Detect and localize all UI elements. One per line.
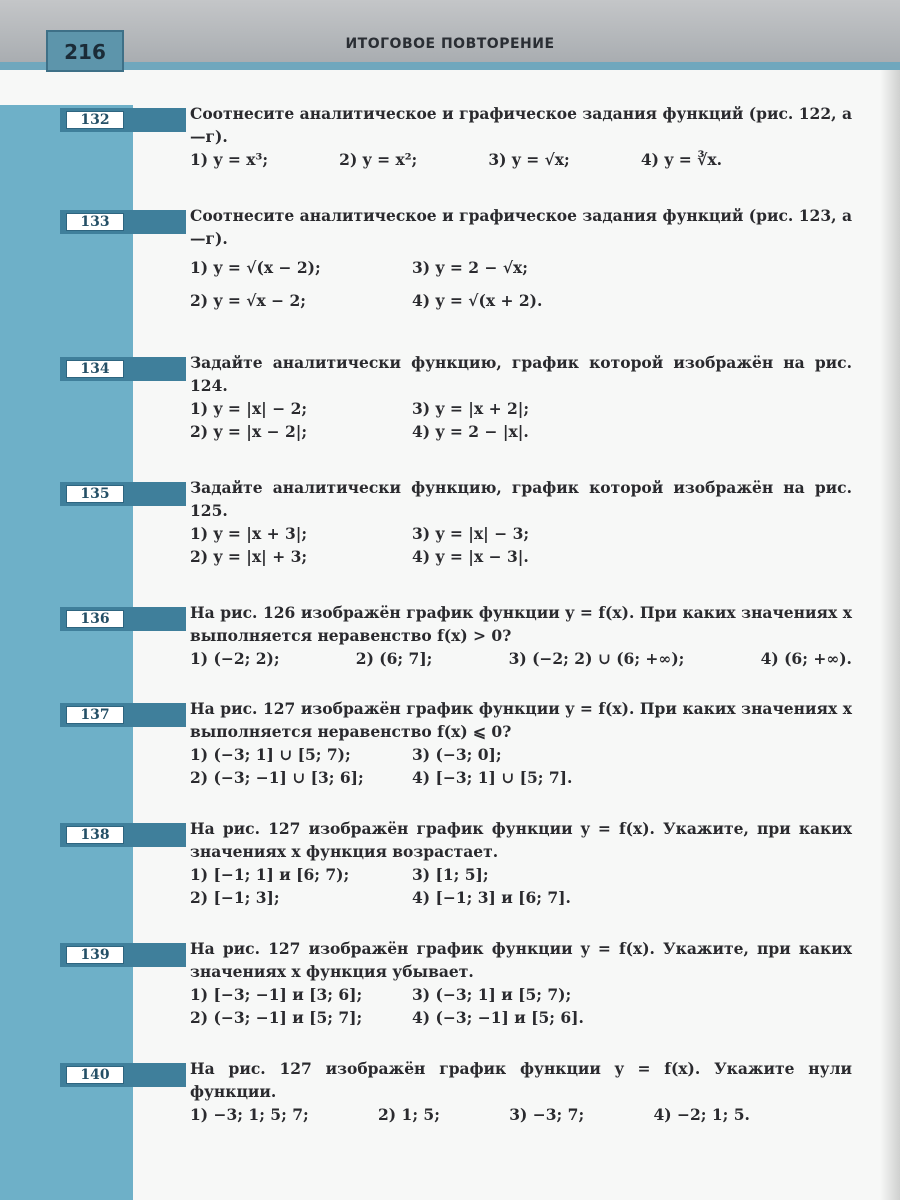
option-1: 1) y = x³; — [190, 150, 269, 169]
problem-number: 138 — [66, 826, 124, 844]
option-3: 3) y = |x| − 3; — [412, 524, 530, 543]
option-4: 4) [−3; 1] ∪ [5; 7]. — [412, 768, 573, 787]
answer-options-row-1 — [190, 983, 852, 1006]
problem-body — [190, 601, 852, 670]
option-2: 2) (−3; −1] и [5; 7]; — [190, 1008, 363, 1027]
answer-options-row-2 — [190, 886, 852, 909]
answer-options-row-2 — [190, 420, 852, 443]
problem-body — [190, 476, 852, 568]
problem-body — [190, 817, 852, 909]
option-2: 2) [−1; 3]; — [190, 888, 280, 907]
header-stripe — [0, 62, 900, 70]
answer-options — [190, 647, 852, 670]
problem-text: На рис. 127 изображён график функции y = f(x). Укажите, при каких значениях x функция возрастает. — [190, 819, 852, 861]
option-3: 3) (−3; 1] и [5; 7); — [412, 985, 572, 1004]
option-4: 4) y = 2 − |x|. — [412, 422, 529, 441]
option-2: 2) (−3; −1] ∪ [3; 6]; — [190, 768, 364, 787]
option-3: 3) y = 2 − √x; — [412, 258, 529, 277]
option-2: 2) y = x²; — [339, 150, 418, 169]
answer-options-row-1 — [190, 863, 852, 886]
answer-options-row-2 — [190, 289, 852, 312]
option-1: 1) y = |x + 3|; — [190, 524, 308, 543]
problem-text: Задайте аналитически функцию, график которой изображён на рис. 125. — [190, 478, 852, 520]
page-number: 216 — [64, 40, 106, 64]
problem-number: 134 — [66, 360, 124, 378]
option-2: 2) y = √x − 2; — [190, 291, 307, 310]
option-1: 1) (−2; 2); — [190, 649, 280, 668]
problem-body — [190, 102, 852, 171]
answer-options — [190, 148, 722, 171]
option-2: 2) 1; 5; — [378, 1105, 440, 1124]
option-1: 1) −3; 1; 5; 7; — [190, 1105, 309, 1124]
option-4: 4) (−3; −1] и [5; 6]. — [412, 1008, 584, 1027]
problem-text: Соотнесите аналитическое и графическое задания функций (рис. 123, а—г). — [190, 206, 852, 248]
answer-options-row-2 — [190, 1006, 852, 1029]
problem-text: На рис. 127 изображён график функции y = f(x). При каких значениях x выполняется неравенство f(x) ⩽ 0? — [190, 699, 852, 741]
option-1: 1) (−3; 1] ∪ [5; 7); — [190, 745, 351, 764]
option-3: 3) y = √x; — [488, 150, 570, 169]
option-1: 1) y = √(x − 2); — [190, 258, 321, 277]
problem-text: На рис. 127 изображён график функции y = f(x). Укажите, при каких значениях x функция убывает. — [190, 939, 852, 981]
option-4: 4) −2; 1; 5. — [653, 1105, 750, 1124]
option-3: 3) (−2; 2) ∪ (6; +∞); — [508, 649, 685, 668]
answer-options-row-2 — [190, 545, 852, 568]
option-4: 4) y = √(x + 2). — [412, 291, 543, 310]
problem-number: 132 — [66, 111, 124, 129]
option-4: 4) y = |x − 3|. — [412, 547, 529, 566]
option-4: 4) [−1; 3] и [6; 7]. — [412, 888, 571, 907]
option-1: 1) [−3; −1] и [3; 6]; — [190, 985, 363, 1004]
option-4: 4) (6; +∞). — [760, 649, 852, 668]
answer-options-row-1 — [190, 522, 852, 545]
problem-number: 137 — [66, 706, 124, 724]
answer-options-row-1 — [190, 256, 852, 279]
option-2: 2) y = |x| + 3; — [190, 547, 308, 566]
answer-options-row-1 — [190, 743, 852, 766]
answer-options-row-2 — [190, 766, 852, 789]
answer-options — [190, 1103, 750, 1126]
problem-body — [190, 204, 852, 312]
option-3: 3) [1; 5]; — [412, 865, 489, 884]
option-3: 3) (−3; 0]; — [412, 745, 502, 764]
option-1: 1) [−1; 1] и [6; 7); — [190, 865, 350, 884]
problem-body — [190, 351, 852, 443]
problem-number: 135 — [66, 485, 124, 503]
problem-body — [190, 1057, 852, 1126]
option-3: 3) −3; 7; — [509, 1105, 585, 1124]
problem-number: 140 — [66, 1066, 124, 1084]
problem-number: 133 — [66, 213, 124, 231]
problem-text: Соотнесите аналитическое и графическое задания функций (рис. 122, а—г). — [190, 104, 852, 146]
problem-text: На рис. 126 изображён график функции y = f(x). При каких значениях x выполняется неравенство f(x) > 0? — [190, 603, 852, 645]
left-margin-band — [0, 105, 133, 1200]
problem-number: 139 — [66, 946, 124, 964]
answer-options-row-1 — [190, 397, 852, 420]
running-header-title: ИТОГОВОЕ ПОВТОРЕНИЕ — [345, 36, 555, 52]
option-2: 2) y = |x − 2|; — [190, 422, 308, 441]
problem-body — [190, 937, 852, 1029]
option-3: 3) y = |x + 2|; — [412, 399, 530, 418]
option-1: 1) y = |x| − 2; — [190, 399, 308, 418]
option-2: 2) (6; 7]; — [355, 649, 433, 668]
problem-body — [190, 697, 852, 789]
page-fold-shadow — [880, 70, 900, 1200]
problem-text: Задайте аналитически функцию, график которой изображён на рис. 124. — [190, 353, 852, 395]
header-band — [0, 0, 900, 62]
problem-number: 136 — [66, 610, 124, 628]
option-4: 4) y = ∛x. — [640, 150, 722, 169]
problem-text: На рис. 127 изображён график функции y = f(x). Укажите нули функции. — [190, 1059, 852, 1101]
